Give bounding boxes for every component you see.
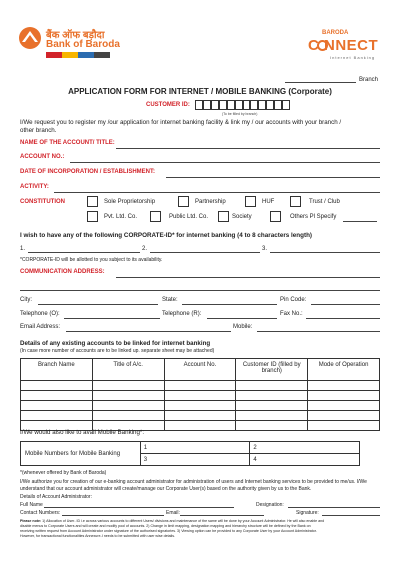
- branch-label: Branch: [359, 77, 379, 83]
- note-line-2: disable menus to Corporate Users and will create and modify pool of accounts. 2) Change in limit mapping, designation mapping and hierarchy structure will be defined by the Bank on: [20, 524, 311, 528]
- customer-id-boxes[interactable]: [195, 100, 290, 110]
- date-label: DATE OF INCORPORATION / ESTABLISHMENT:: [20, 169, 155, 175]
- checkbox-public-ltd[interactable]: [150, 211, 161, 222]
- corp-id-note: *CORPORATE-ID will be allotted to you subject to its availability.: [20, 257, 163, 263]
- mobile-num-1[interactable]: 1: [140, 442, 250, 454]
- tel-r-label: Telephone (R):: [162, 311, 202, 317]
- connect-o-icon: [317, 40, 328, 51]
- connect-brand: C NNECT: [308, 37, 379, 54]
- corp-id-num-1: 1.: [20, 246, 26, 252]
- name-label: NAME OF THE ACCOUNT/ TITLE:: [20, 140, 115, 146]
- opt-partnership: Partnership: [195, 199, 226, 205]
- mobile-num-4[interactable]: 4: [250, 454, 360, 466]
- state-field[interactable]: [182, 304, 277, 305]
- corp-id-field-1[interactable]: [28, 252, 140, 253]
- mobile-label: Mobile:: [233, 324, 253, 330]
- corp-id-heading: I wish to have any of the following CORPORATE-ID* for internet banking (4 to 8 characters length): [20, 232, 313, 239]
- others-specify-field[interactable]: [343, 221, 377, 222]
- mobile-banking-table: [20, 441, 360, 466]
- opt-public-ltd: Public Ltd. Co.: [169, 214, 209, 220]
- name-field[interactable]: [116, 148, 380, 149]
- mobile-note: *(whenever offered by Bank of Baroda): [20, 470, 107, 476]
- bank-name: Bank of Baroda: [46, 39, 120, 50]
- constitution-label: CONSTITUTION: [20, 199, 65, 205]
- mobile-num-2[interactable]: 2: [250, 442, 360, 454]
- city-label: City:: [20, 297, 32, 303]
- contact-label: Contact Numbers:: [20, 510, 61, 516]
- baroda-connect-logo: [300, 28, 390, 68]
- logo-strip: [46, 52, 110, 58]
- customer-id-label: CUSTOMER ID:: [146, 102, 190, 108]
- col-mode: Mode of Operation: [308, 359, 380, 381]
- designation-field[interactable]: [288, 507, 380, 508]
- mobile-field[interactable]: [257, 331, 380, 332]
- account-no-label: ACCOUNT NO.:: [20, 154, 65, 160]
- admin-heading: Details of Account Administrator:: [20, 494, 92, 500]
- authorize-text-1: I/We authorize you for creation of our e-banking account administrator for administration of users and Internet banking services to be provided to me/us. I/We: [20, 479, 367, 485]
- mobile-numbers-label: Mobile Numbers for Mobile Banking: [21, 442, 141, 466]
- email-field[interactable]: [66, 331, 231, 332]
- bob-logo: [18, 26, 158, 68]
- customer-id-note: (To be filled by branch): [222, 112, 258, 116]
- corp-id-num-2: 2.: [142, 246, 148, 252]
- email-label: Email Address:: [20, 324, 61, 330]
- branch-field[interactable]: [285, 82, 356, 83]
- table-row[interactable]: [21, 381, 380, 391]
- please-note: [20, 519, 380, 539]
- corp-id-num-3: 3.: [262, 246, 268, 252]
- note-line-4: However, for transactional functionalities Annexure-I needs to be submitted with user wise details.: [20, 534, 176, 538]
- note-line-1: 1) Allocation of User- ID i.e across various accounts to different Users/ divisions and maintenance of the same will be done by your Account Administrator. He will also enable and: [42, 519, 325, 523]
- opt-others: Others Pl Specify: [290, 214, 337, 220]
- note-line-3: receiving written request from Account Administrator under signature of the authorised signatories. 3) Viewing option can be provided to any Corporate User by your Account Administrator.: [20, 529, 317, 533]
- table-row[interactable]: [21, 391, 380, 401]
- opt-society: Society: [232, 214, 252, 220]
- fax-label: Fax No.:: [280, 311, 303, 317]
- accounts-heading: Details of any existing accounts to be linked for internet banking: [20, 340, 211, 347]
- checkbox-others[interactable]: [270, 211, 281, 222]
- checkbox-society[interactable]: [218, 211, 229, 222]
- mobile-num-3[interactable]: 3: [140, 454, 250, 466]
- opt-trust-club: Trust / Club: [309, 199, 340, 205]
- col-branch-name: Branch Name: [21, 359, 93, 381]
- admin-email-label: Email:: [166, 510, 180, 516]
- table-row[interactable]: [21, 401, 380, 411]
- opt-pvt-ltd: Pvt. Ltd. Co.: [104, 214, 138, 220]
- address-line-1[interactable]: [116, 277, 380, 278]
- date-field[interactable]: [166, 177, 380, 178]
- table-row[interactable]: [21, 411, 380, 421]
- pincode-field[interactable]: [311, 304, 380, 305]
- tel-o-field[interactable]: [64, 318, 160, 319]
- full-name-label: Full Name: [20, 502, 43, 508]
- address-line-2[interactable]: [20, 290, 380, 291]
- bank-name-hindi: बैंक ऑफ बड़ौदा: [46, 30, 105, 41]
- col-account-no: Account No.: [164, 359, 236, 381]
- state-label: State:: [162, 297, 178, 303]
- connect-top: BARODA: [322, 30, 349, 36]
- checkbox-pvt-ltd[interactable]: [87, 211, 98, 222]
- designation-label: Designation:: [256, 502, 284, 508]
- col-customer-id: Customer ID (filled by branch): [236, 359, 308, 381]
- col-title: Title of A/c.: [92, 359, 164, 381]
- comm-address-label: COMMUNICATION ADDRESS:: [20, 269, 105, 275]
- please-note-label: Please note:: [20, 519, 42, 523]
- accounts-table: [20, 358, 380, 431]
- activity-label: ACTIVITY:: [20, 184, 49, 190]
- admin-email-field[interactable]: [180, 515, 264, 516]
- contact-field[interactable]: [62, 515, 164, 516]
- full-name-field[interactable]: [44, 507, 234, 508]
- connect-sub: Internet Banking: [330, 55, 376, 60]
- bob-sunburst-icon: [18, 26, 42, 50]
- checkbox-partnership[interactable]: [178, 196, 189, 207]
- tel-o-label: Telephone (O):: [20, 311, 60, 317]
- mobile-banking-heading: I/We would also like to avail Mobile Banking*:: [20, 429, 145, 436]
- signature-label: Signature:: [296, 510, 319, 516]
- checkbox-trust-club[interactable]: [290, 196, 301, 207]
- checkbox-sole-proprietorship[interactable]: [87, 196, 98, 207]
- fax-field[interactable]: [306, 318, 380, 319]
- activity-field[interactable]: [54, 192, 380, 193]
- request-text-2: other branch.: [20, 127, 57, 134]
- request-text-1: I/We request you to register my /our application for internet banking facility & link my / our accounts with your branch /: [20, 119, 342, 126]
- accounts-subheading: (In case more number of accounts are to be linked up. separate sheet may be attached): [20, 348, 215, 354]
- opt-sole-proprietorship: Sole Proprietorship: [104, 199, 156, 205]
- city-field[interactable]: [38, 304, 158, 305]
- tel-r-field[interactable]: [207, 318, 277, 319]
- corp-id-field-3[interactable]: [270, 252, 380, 253]
- opt-huf: HUF: [262, 199, 275, 205]
- checkbox-huf[interactable]: [245, 196, 256, 207]
- pincode-label: Pin Code:: [280, 297, 307, 303]
- authorize-text-2: understand that our account administrator will create/manage our Corporate User(s) based on the authority given by us to the Bank.: [20, 486, 312, 492]
- account-no-field[interactable]: [70, 162, 380, 163]
- corp-id-field-2[interactable]: [150, 252, 260, 253]
- signature-field[interactable]: [322, 515, 380, 516]
- form-title: APPLICATION FORM FOR INTERNET / MOBILE BANKING (Corporate): [68, 87, 332, 96]
